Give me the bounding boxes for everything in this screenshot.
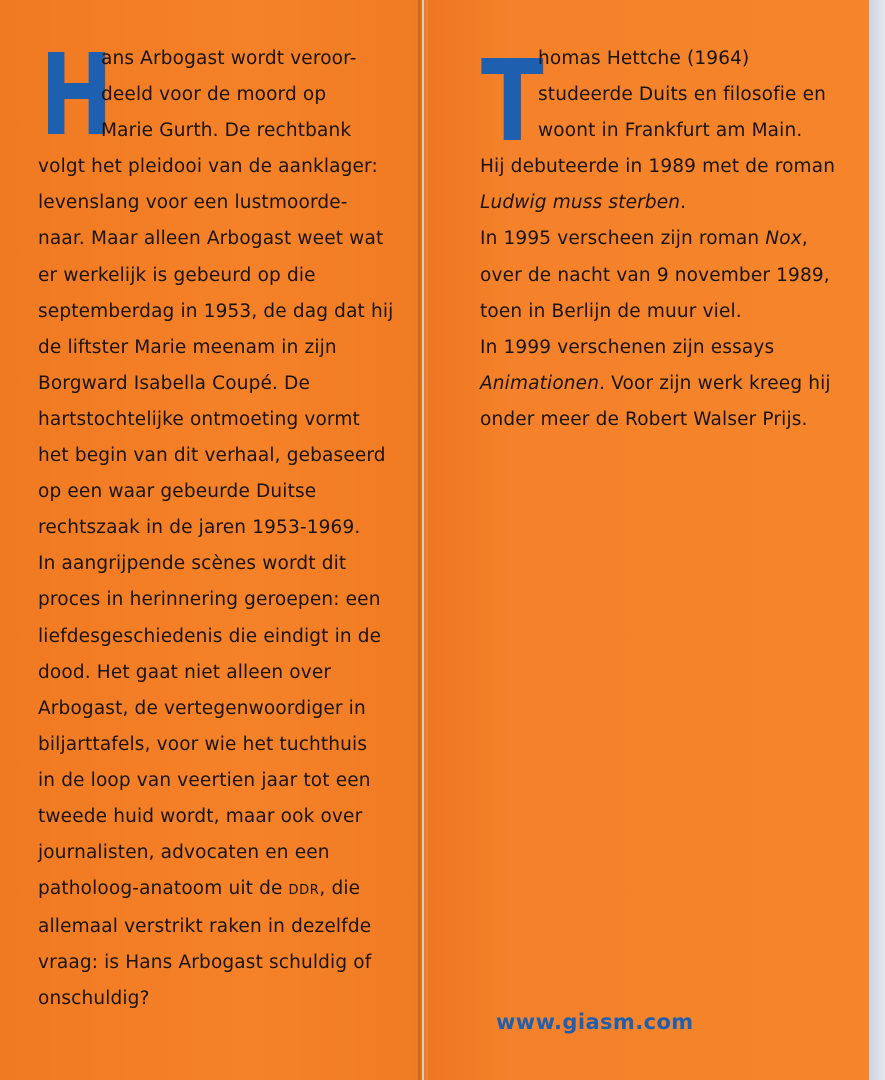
bio-line: homas Hettche (1964) <box>538 48 750 69</box>
dropcap-h: H <box>40 31 114 161</box>
blurb-line: hartstochtelijke ontmoeting vormt <box>38 408 360 430</box>
bio-text-segment: . <box>680 192 687 214</box>
bio-line: toen in Berlijn de muur viel. <box>480 300 742 322</box>
publisher-website: www.giasm.com <box>496 1010 694 1034</box>
blurb-line: journalisten, advocaten en een <box>38 842 330 864</box>
bio-text-segment: , <box>801 228 808 250</box>
blurb-line: op een waar gebeurde Duitse <box>38 481 317 503</box>
blurb-line: levenslang voor een lustmoorde- <box>38 192 348 214</box>
blurb-line: onschuldig? <box>38 988 150 1010</box>
blurb-line: dood. Het gaat niet alleen over <box>38 661 332 683</box>
fold-shadow <box>418 0 428 1080</box>
blurb-line: septemberdag in 1953, de dag dat hij <box>38 300 394 322</box>
bio-line: woont in Frankfurt am Main. <box>538 120 803 142</box>
blurb-line: In aangrijpende scènes wordt dit <box>38 553 347 575</box>
blurb-line-ddr <box>38 871 393 909</box>
blurb-line: liefdesgeschiedenis die eindigt in de <box>38 625 382 647</box>
blurb-line: allemaal verstrikt raken in dezelfde <box>38 916 372 938</box>
blurb-line: biljarttafels, voor wie het tuchthuis <box>38 733 368 755</box>
page-edge <box>869 0 885 1080</box>
bio-line <box>480 221 835 257</box>
blurb-text-segment: , die <box>319 878 361 900</box>
blurb-line: vraag: is Hans Arbogast schuldig of <box>38 952 372 974</box>
blurb-line: naar. Maar alleen Arbogast weet wat <box>38 228 384 250</box>
bio-line: over de nacht van 9 november 1989, <box>480 264 830 286</box>
blurb-line: volgt het pleidooi van de aanklager: <box>38 156 378 178</box>
book-title-ludwig: Ludwig muss sterben <box>480 192 681 214</box>
blurb-line: proces in herinnering geroepen: een <box>38 589 381 611</box>
bio-line: onder meer de Robert Walser Prijs. <box>480 408 808 430</box>
blurb-line: Arbogast, de vertegenwoordiger in <box>38 697 366 719</box>
blurb-line: het begin van dit verhaal, gebaseerd <box>38 445 386 467</box>
bio-line <box>480 185 835 221</box>
blurb-line: in de loop van veertien jaar tot een <box>38 769 371 791</box>
bio-line: studeerde Duits en filosofie en <box>538 84 827 106</box>
blurb-line: er werkelijk is gebeurd op die <box>38 264 316 286</box>
book-title-animationen: Animationen <box>480 372 600 394</box>
blurb-line: rechtszaak in de jaren 1953-1969. <box>38 517 361 539</box>
blurb-line: de liftster Marie meenam in zijn <box>38 336 337 358</box>
blurb-text <box>38 31 394 1018</box>
bio-text-segment: In 1995 verscheen zijn roman <box>480 228 766 250</box>
dropcap-t: T <box>481 37 544 167</box>
bio-text-segment: . Voor zijn werk kreeg hij <box>599 372 831 394</box>
author-bio <box>480 37 836 438</box>
blurb-line: Marie Gurth. De rechtbank <box>101 120 352 142</box>
blurb-text-segment: patholoog-anatoom uit de <box>38 878 289 900</box>
bio-line <box>480 366 835 402</box>
blurb-line: Borgward Isabella Coupé. De <box>38 372 310 394</box>
bio-line: In 1999 verschenen zijn essays <box>480 336 775 358</box>
ddr-abbreviation: DDR <box>288 883 320 899</box>
bio-line: Hij debuteerde in 1989 met de roman <box>480 156 836 178</box>
book-title-nox: Nox <box>765 228 802 250</box>
blurb-line: ans Arbogast wordt veroor- <box>101 48 357 69</box>
blurb-line: tweede huid wordt, maar ook over <box>38 805 363 827</box>
blurb-line: deeld voor de moord op <box>101 84 327 106</box>
